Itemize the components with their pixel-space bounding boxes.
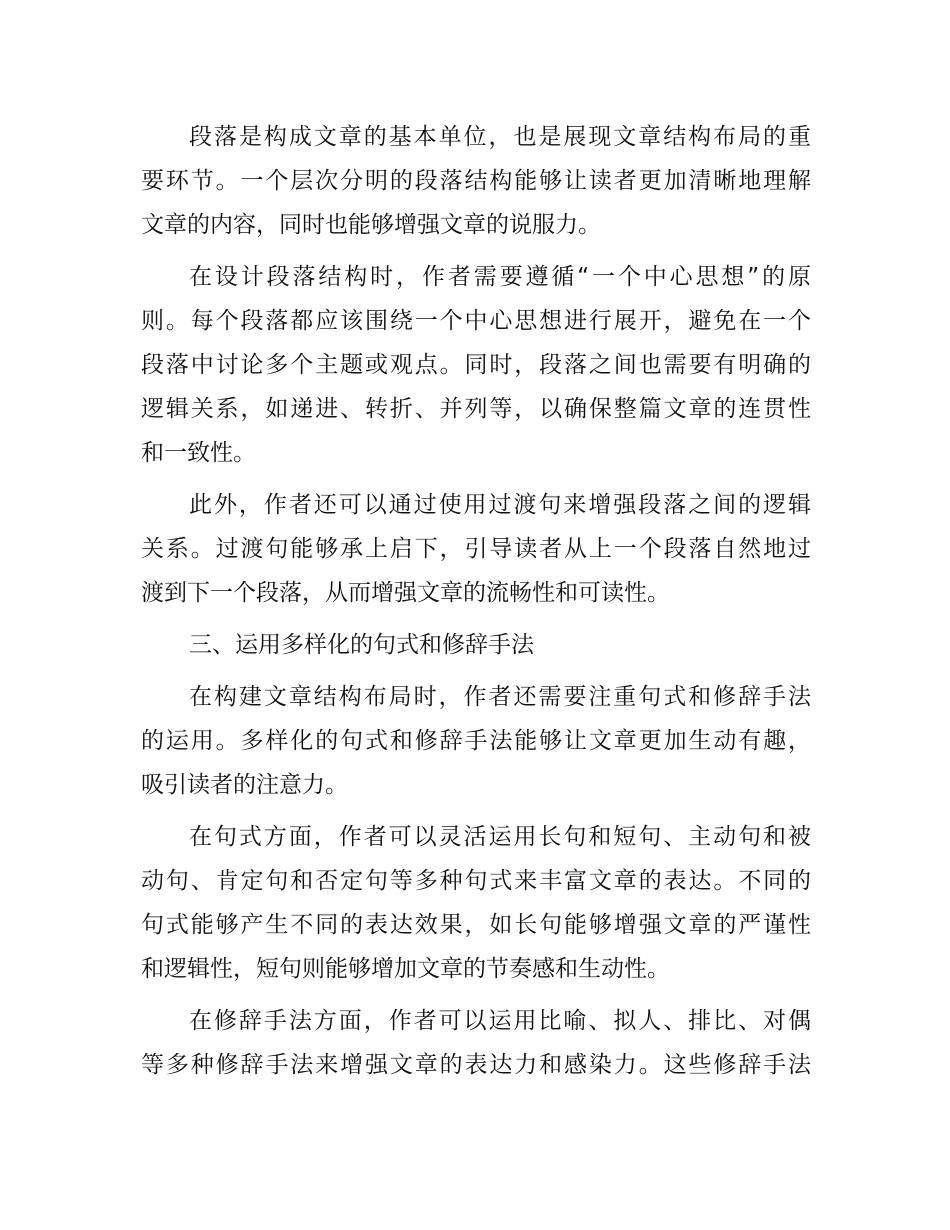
- paragraph-rhetorical-devices: [141, 1004, 811, 1092]
- paragraph-sentence-patterns: [141, 820, 811, 996]
- text-line: 在句式方面，作者可以灵活运用长句和短句、主动句和被: [189, 824, 811, 850]
- text-line: 段落是构成文章的基本单位，也是展现文章结构布局的重: [189, 124, 811, 150]
- text-line: 在修辞手法方面，作者可以运用比喻、拟人、排比、对偶: [189, 1008, 811, 1034]
- section-heading: 三、运用多样化的句式和修辞手法: [189, 632, 534, 658]
- paragraph-central-idea: [141, 260, 811, 480]
- document-page: [141, 120, 811, 1100]
- paragraph-transition-sentences: [141, 488, 811, 620]
- text-line: 要环节。一个层次分明的段落结构能够让读者更加清晰地理解: [141, 168, 811, 194]
- paragraph-sentence-and-rhetoric-intro: [141, 680, 811, 812]
- text-line: 和一致性。: [141, 440, 256, 466]
- text-line: 关系。过渡句能够承上启下，引导读者从上一个段落自然地过: [141, 536, 811, 562]
- text-line: 动句、肯定句和否定句等多种句式来丰富文章的表达。不同的: [141, 868, 811, 894]
- section-heading-three: [141, 628, 811, 672]
- text-line: 段落中讨论多个主题或观点。同时，段落之间也需要有明确的: [141, 352, 811, 378]
- text-line: 的运用。多样化的句式和修辞手法能够让文章更加生动有趣，: [141, 728, 811, 754]
- text-line: 逻辑关系，如递进、转折、并列等，以确保整篇文章的连贯性: [141, 396, 811, 422]
- text-line: 渡到下一个段落，从而增强文章的流畅性和可读性。: [141, 580, 670, 606]
- text-line: 此外，作者还可以通过使用过渡句来增强段落之间的逻辑: [189, 492, 811, 518]
- text-line: 吸引读者的注意力。: [141, 772, 348, 798]
- text-line: 等多种修辞手法来增强文章的表达力和感染力。这些修辞手法: [141, 1052, 811, 1078]
- paragraph-paragraph-structure-intro: [141, 120, 811, 252]
- text-line: 在设计段落结构时，作者需要遵循“一个中心思想”的原: [189, 264, 811, 290]
- text-line: 在构建文章结构布局时，作者还需要注重句式和修辞手法: [189, 684, 811, 710]
- text-line: 句式能够产生不同的表达效果，如长句能够增强文章的严谨性: [141, 912, 811, 938]
- text-line: 则。每个段落都应该围绕一个中心思想进行展开，避免在一个: [141, 308, 811, 334]
- text-line: 文章的内容，同时也能够增强文章的说服力。: [141, 212, 601, 238]
- text-line: 和逻辑性，短句则能够增加文章的节奏感和生动性。: [141, 956, 670, 982]
